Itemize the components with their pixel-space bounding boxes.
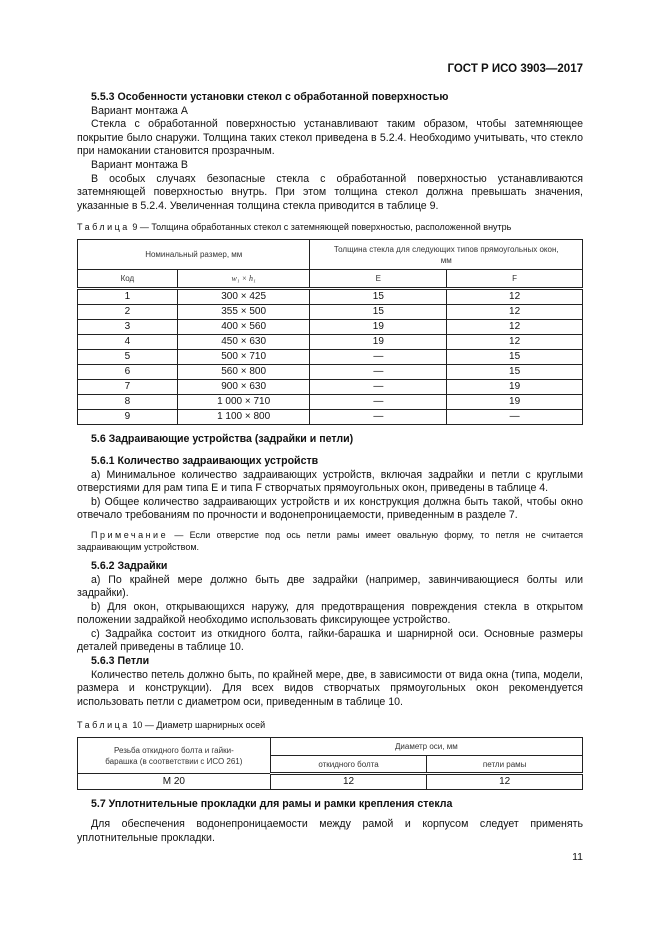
paragraph: a) Минимальное количество задраивающих устройств, включая задрайки и петли с круглыми отверстиями для рам типа E и типа F створчатых прямоугольных окон, приведены в таблице 4. <box>77 468 583 495</box>
section-heading: 5.7 Уплотнительные прокладки для рамы и рамки крепления стекла <box>91 798 453 811</box>
document-header: ГОСТ Р ИСО 3903—2017 <box>447 63 583 75</box>
cell: — <box>447 410 583 425</box>
header-nominal: Номинальный размер, мм <box>78 240 310 270</box>
table-row <box>78 350 583 365</box>
header-f: F <box>447 270 583 289</box>
cell: 15 <box>310 289 447 305</box>
cell: 4 <box>78 335 178 350</box>
header-thread: Резьба откидного болта и гайки-барашка (в соответствии с ИСО 261) <box>78 738 271 774</box>
cell: 1 <box>78 289 178 305</box>
cell: 900 × 630 <box>177 380 310 395</box>
header-size: w₁ × h₁ <box>231 274 256 284</box>
cell: 400 × 560 <box>177 320 310 335</box>
table-10-caption <box>77 719 583 731</box>
header-e: E <box>310 270 447 289</box>
cell: 5 <box>78 350 178 365</box>
table-row <box>78 774 583 790</box>
caption-label: Таблица <box>77 222 130 233</box>
header-code: Код <box>78 270 178 289</box>
paragraph: c) Задрайка состоит из откидного болта, гайки-барашка и шарнирной оси. Основные размеры деталей приведены в таблице 10. <box>77 627 583 654</box>
caption-label: Таблица <box>77 720 130 731</box>
subsection-heading: 5.6.3 Петли <box>91 655 150 668</box>
cell: 300 × 425 <box>177 289 310 305</box>
cell: — <box>310 410 447 425</box>
paragraph: Вариант монтажа В <box>91 158 188 171</box>
caption-text: 10 — Диаметр шарнирных осей <box>132 720 266 731</box>
cell: 12 <box>447 305 583 320</box>
table-row <box>78 365 583 380</box>
paragraph: Для обеспечения водонепроницаемости между рамой и корпусом следует применять уплотнительные прокладки. <box>77 818 583 844</box>
table-row <box>78 395 583 410</box>
table-10 <box>77 737 583 790</box>
cell: 12 <box>447 289 583 305</box>
cell: 15 <box>447 350 583 365</box>
cell: 2 <box>78 305 178 320</box>
cell: — <box>310 350 447 365</box>
cell: 7 <box>78 380 178 395</box>
page-number: 11 <box>572 851 583 864</box>
table-9-caption <box>77 221 583 233</box>
section-5-5-3 <box>77 91 583 213</box>
table-row <box>78 335 583 350</box>
cell: — <box>310 395 447 410</box>
table-row <box>78 305 583 320</box>
cell: 15 <box>447 365 583 380</box>
paragraph: Количество петель должно быть, по крайней мере, две, в зависимости от вида окна (типа, модели, размера и конструкции). Для всех видов створчатых прямоугольных окон рекомендуется использовать петли с диаметром оси, приведенным в таблице 10. <box>77 668 583 708</box>
cell: 1 000 × 710 <box>177 395 310 410</box>
table-row <box>78 289 583 305</box>
header-bolt: откидного болта <box>270 756 427 774</box>
section-heading: 5.6 Задраивающие устройства (задрайки и петли) <box>91 433 354 446</box>
page-content <box>77 0 583 884</box>
cell: 19 <box>447 395 583 410</box>
cell: 19 <box>310 320 447 335</box>
cell: 19 <box>310 335 447 350</box>
cell: — <box>310 365 447 380</box>
table-row <box>78 410 583 425</box>
header-diameter: Диаметр оси, мм <box>270 738 582 756</box>
note-text: — Если отверстие под ось петли рамы имеет овальную форму, то петля не считается задраивающим устройством. <box>77 529 583 553</box>
subsection-heading: 5.6.1 Количество задраивающих устройств <box>91 454 319 467</box>
note <box>77 529 583 554</box>
cell: 355 × 500 <box>177 305 310 320</box>
note-label: Примечание <box>91 529 169 540</box>
cell: 8 <box>78 395 178 410</box>
paragraph: b) Для окон, открывающихся наружу, для предотвращения повреждения стекла в открытом положении задрайкой необходимо использовать фиксирующее устройство. <box>77 600 583 627</box>
cell: 500 × 710 <box>177 350 310 365</box>
paragraph: b) Общее количество задраивающих устройств и их конструкция должна быть такой, чтобы окно отвечало требованиям по прочности и водонепроницаемости, приведенным в разделе 7. <box>77 495 583 522</box>
cell: 12 <box>270 774 427 790</box>
cell: 6 <box>78 365 178 380</box>
paragraph: В особых случаях безопасные стекла с обработанной поверхностью устанавливаются затемняющей поверхностью внутрь. При этом толщина стекол должна превышать значения, указанные в 5.2.4. Увеличенная толщина стекла приводится в таблице 9. <box>77 172 583 212</box>
cell: 12 <box>447 335 583 350</box>
cell: 12 <box>447 320 583 335</box>
cell: 560 × 800 <box>177 365 310 380</box>
header-thickness: Толщина стекла для следующих типов прямоугольных окон, мм <box>310 240 583 270</box>
cell: — <box>310 380 447 395</box>
caption-text: 9 — Толщина обработанных стекол с затемняющей поверхностью, расположенной внутрь <box>132 222 512 233</box>
section-5-7 <box>77 798 583 845</box>
table-9 <box>77 239 583 425</box>
cell: 9 <box>78 410 178 425</box>
paragraph: Стекла с обработанной поверхностью устанавливают таким образом, чтобы затемняющее покрытие было снаружи. Толщина таких стекол приведена в 5.2.4. Необходимо учитывать, что стекло при намокании становится прозрачным. <box>77 118 583 158</box>
paragraph: a) По крайней мере должно быть две задрайки (например, завинчивающиеся болты или задрайки). <box>77 573 583 600</box>
subsection-heading: 5.6.2 Задрайки <box>91 559 168 572</box>
table-row <box>78 320 583 335</box>
cell: 15 <box>310 305 447 320</box>
header-hinge: петли рамы <box>427 756 583 774</box>
cell: 450 × 630 <box>177 335 310 350</box>
table-row <box>78 380 583 395</box>
cell: 3 <box>78 320 178 335</box>
paragraph: Вариант монтажа А <box>91 104 188 117</box>
cell: 19 <box>447 380 583 395</box>
cell: 1 100 × 800 <box>177 410 310 425</box>
cell: M 20 <box>78 774 271 790</box>
section-5-6 <box>77 433 583 709</box>
section-heading: 5.5.3 Особенности установки стекол с обработанной поверхностью <box>91 91 449 103</box>
cell: 12 <box>427 774 583 790</box>
